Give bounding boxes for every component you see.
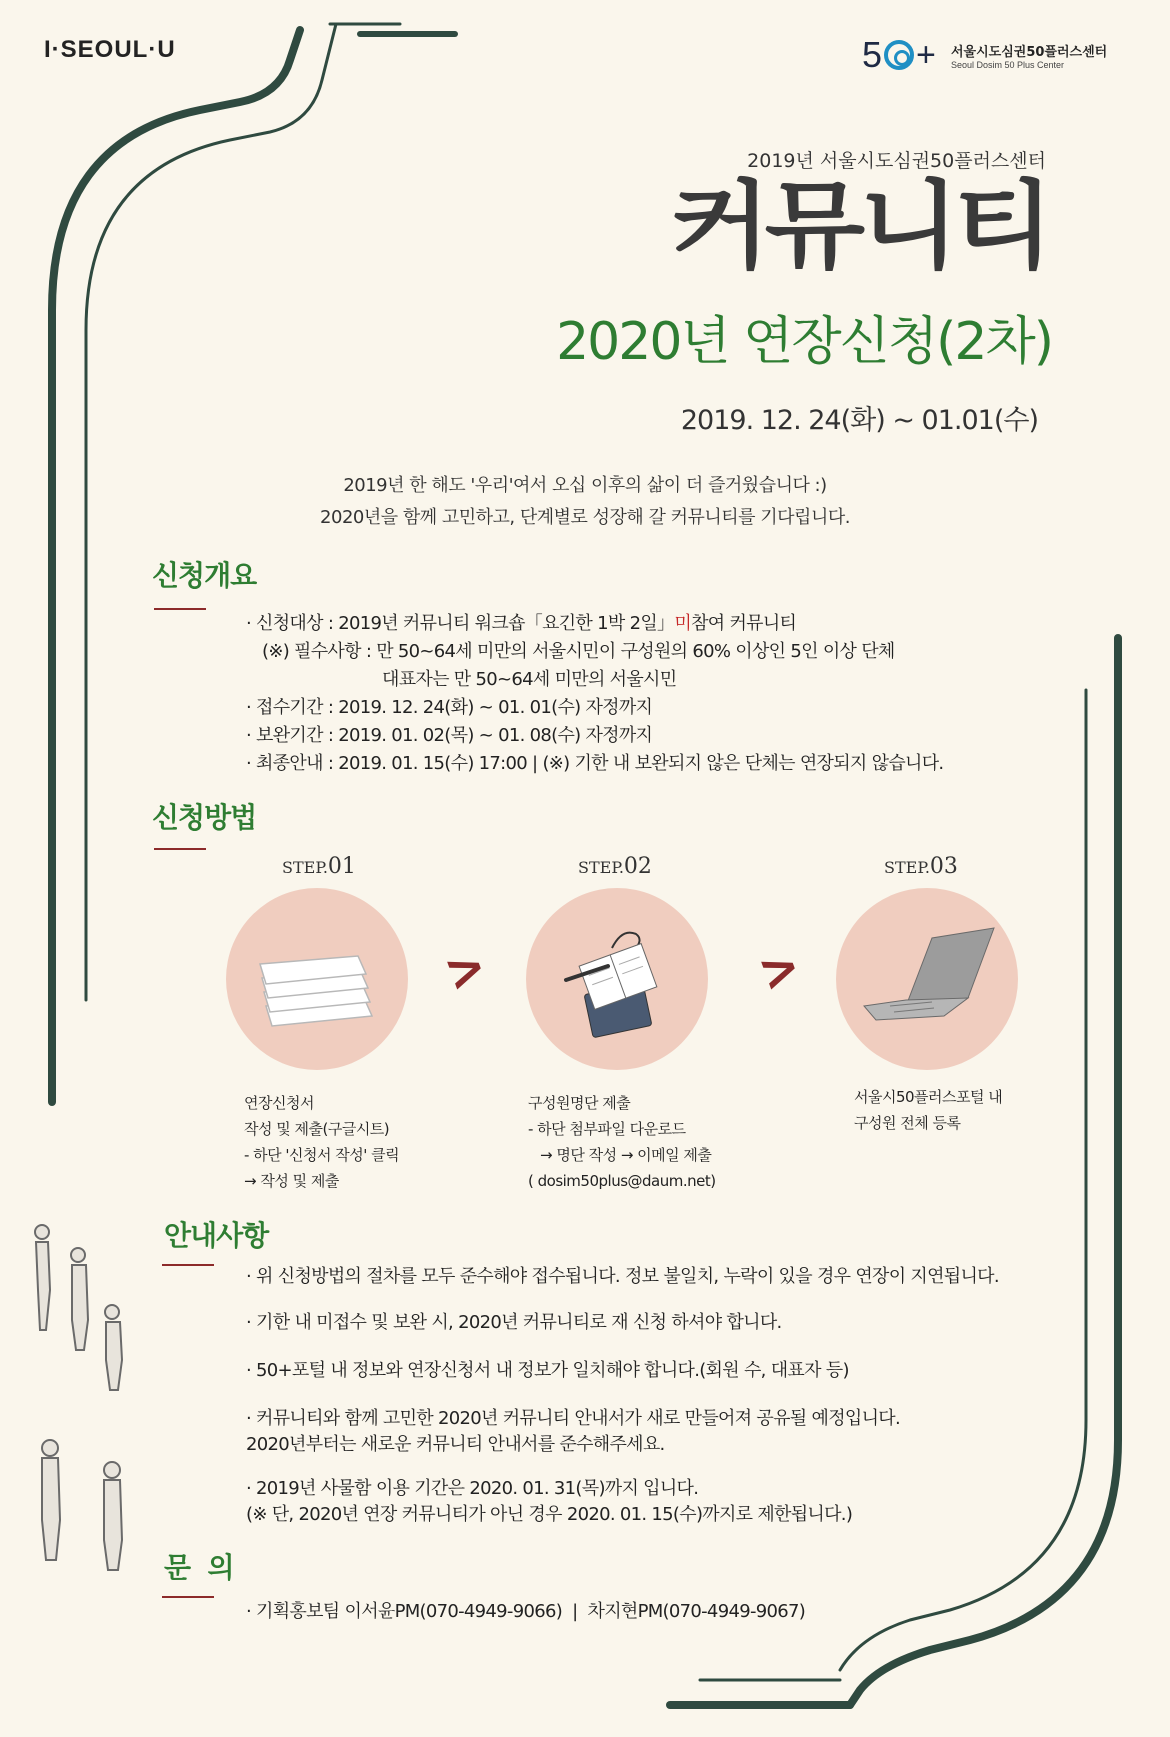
- step-01-circle: [226, 888, 408, 1070]
- notice-list: [246, 1264, 1066, 1534]
- final-item: · 최종안내 : 2019. 01. 15(수) 17:00 | (※) 기한 내 보완되지 않은 단체는 연장되지 않습니다.: [246, 753, 944, 774]
- notice-divider: [162, 1264, 214, 1266]
- step-01-label: STEP.01: [282, 854, 356, 879]
- notice-item: · 커뮤니티와 함께 고민한 2020년 커뮤니티 안내서가 새로 만들어져 공유될 예정입니다. 2020년부터는 새로운 커뮤니티 안내서를 준수해주세요.: [246, 1408, 900, 1455]
- page-title: 커뮤니티: [670, 169, 1048, 282]
- step-arrow-1: >: [437, 935, 495, 1005]
- center-name-en: Seoul Dosim 50 Plus Center: [950, 59, 1065, 70]
- contact-line: · 기획홍보팀 이서윤PM(070-4949-9066) | 차지현PM(070-4949-9067): [246, 1601, 806, 1622]
- overview-list: [246, 610, 943, 778]
- step-03-circle: [836, 888, 1018, 1070]
- laptop-icon: [836, 888, 1018, 1070]
- notice-item: · 위 신청방법의 절차를 모두 준수해야 접수됩니다. 정보 불일치, 누락이 있을 경우 연장이 지연됩니다.: [246, 1266, 999, 1287]
- intro-text: 2019년 한 해도 '우리'여서 오십 이후의 삶이 더 즐거웠습니다 :) 2020년을 함께 고민하고, 단계별로 성장해 갈 커뮤니티를 기다립니다.: [320, 475, 850, 528]
- application-period: 2019. 12. 24(화) ~ 01.01(수): [680, 405, 1038, 436]
- page-subtitle: 2020년 연장신청(2차): [556, 312, 1052, 372]
- notebook-pen-icon: [526, 888, 708, 1070]
- contact-divider: [162, 1596, 214, 1598]
- required-item: (※) 필수사항 : 만 50~64세 미만의 서울시민이 구성원의 60% 이상인 5인 이상 단체: [262, 641, 895, 662]
- notice-item: · 2019년 사물함 이용 기간은 2020. 01. 31(목)까지 입니다. (※ 단, 2020년 연장 커뮤니티가 아닌 경우 2020. 01. 15(수)까지로 제한됩니다.): [246, 1478, 853, 1525]
- target-item: · 신청대상 : 2019년 커뮤니티 워크숍「요긴한 1박 2일」미참여 커뮤니티: [246, 613, 797, 634]
- method-divider: [154, 848, 206, 850]
- step-02-label: STEP.02: [578, 854, 652, 879]
- step-01-text: 연장신청서 작성 및 제출(구글시트) - 하단 '신청서 작성' 클릭 → 작성 및 제출: [244, 1094, 400, 1190]
- notice-item: · 50+포털 내 정보와 연장신청서 내 정보가 일치해야 합니다.(회원 수, 대표자 등): [246, 1360, 849, 1381]
- notice-item: · 기한 내 미접수 및 보완 시, 2020년 커뮤니티로 재 신청 하셔야 합니다.: [246, 1312, 782, 1333]
- notice-heading: 안내사항: [164, 1219, 269, 1252]
- step-02-text: 구성원명단 제출 - 하단 첨부파일 다운로드 → 명단 작성 → 이메일 제출 ( dosim50plus@daum.net): [528, 1094, 716, 1190]
- overview-divider: [154, 608, 206, 610]
- step-arrow-2: >: [751, 935, 809, 1005]
- step-02-circle: [526, 888, 708, 1070]
- center-logo: 5 + 서울시도심권50플러스센터 Seoul Dosim 50 Plus Center: [862, 34, 1108, 75]
- step-03-text: 서울시50플러스포털 내 구성원 전체 등록: [854, 1088, 1003, 1132]
- method-heading: 신청방법: [152, 801, 257, 834]
- organizer-label: 2019년 서울시도심권50플러스센터: [747, 150, 1046, 172]
- overview-heading: 신청개요: [152, 559, 257, 592]
- step-03-label: STEP.03: [884, 854, 958, 879]
- target-ring-icon: [884, 40, 914, 70]
- center-name-kr: 서울시도심권50플러스센터: [950, 44, 1108, 60]
- receipt-item: · 접수기간 : 2019. 12. 24(화) ~ 01. 01(수) 자정까지: [246, 697, 653, 718]
- supplement-item: · 보완기간 : 2019. 01. 02(목) ~ 01. 08(수) 자정까지: [246, 725, 653, 746]
- representative-item: 대표자는 만 50~64세 미만의 서울시민: [382, 669, 677, 690]
- paper-stack-icon: [226, 888, 408, 1070]
- i-seoul-u-logo: I·SEOUL·U: [44, 36, 176, 63]
- contact-heading: 문 의: [164, 1551, 234, 1584]
